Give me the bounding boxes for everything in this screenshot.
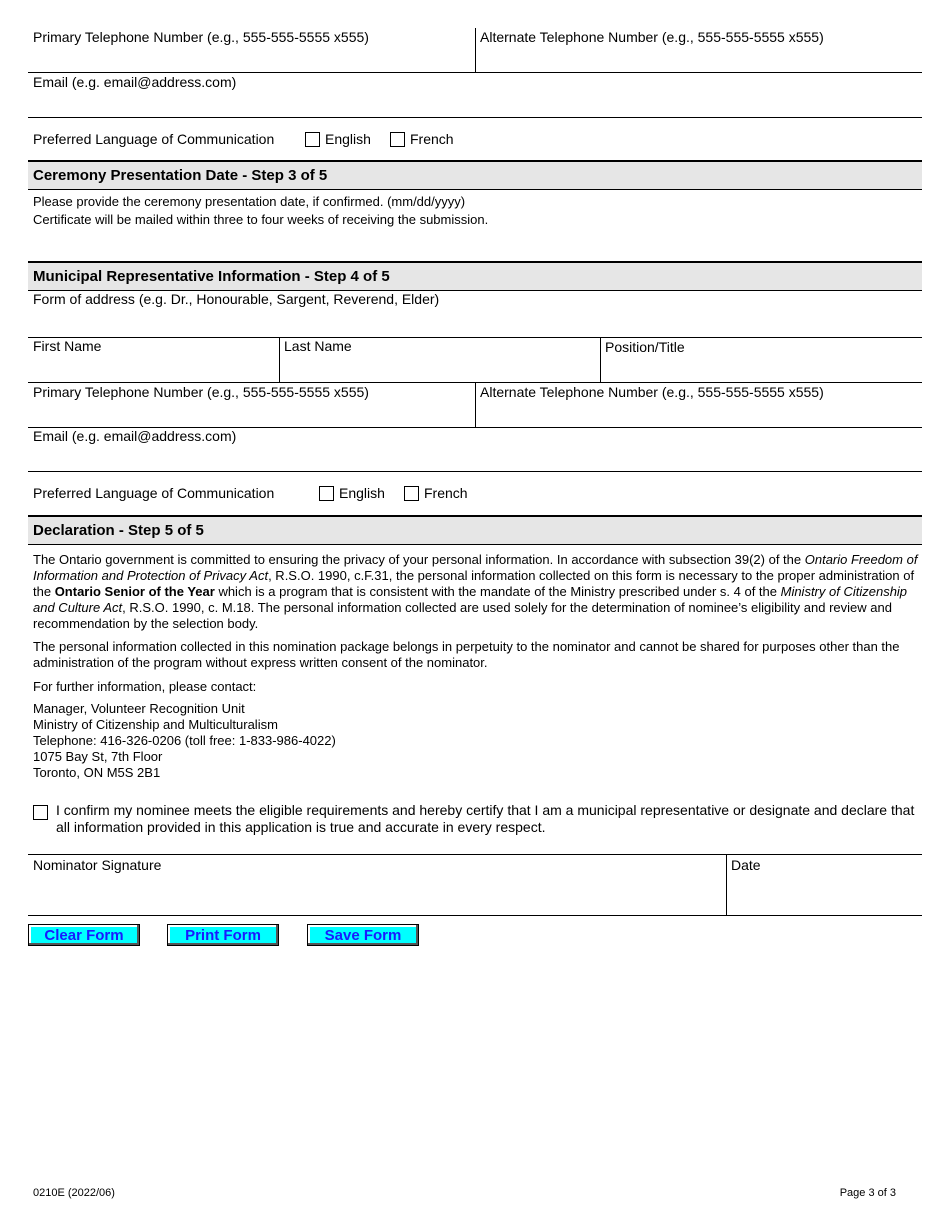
field-divider (279, 337, 280, 382)
privacy-text-4: , R.S.O. 1990, c. M.18. The personal information collected are used solely for the determination of nominee’s eligibility and review and recommendation by the selection body. (33, 600, 892, 631)
position-title-label: Position/Title (605, 339, 685, 355)
rep-language-label: Preferred Language of Communication (33, 485, 275, 501)
divider (28, 337, 922, 338)
rep-english-label: English (339, 485, 385, 501)
rep-french-label: French (424, 485, 468, 501)
contact-line: Toronto, ON M5S 2B1 (33, 765, 161, 780)
form-of-address-label: Form of address (e.g. Dr., Honourable, Sargent, Reverend, Elder) (33, 291, 440, 307)
contact-intro: For further information, please contact: (33, 679, 257, 694)
contact-line: Manager, Volunteer Recognition Unit (33, 701, 245, 716)
signature-label: Nominator Signature (33, 857, 162, 873)
first-name-input[interactable] (30, 357, 279, 381)
form-of-address-input[interactable] (30, 310, 919, 336)
privacy-text-3: which is a program that is consistent with the mandate of the Ministry prescribed under s. 4 of the (214, 584, 781, 599)
step4-heading: Municipal Representative Information - Step 4 of 5 (28, 261, 922, 291)
step3-heading: Ceremony Presentation Date - Step 3 of 5 (28, 160, 922, 190)
contact-line: 1075 Bay St, 7th Floor (33, 749, 163, 764)
step3-instruction: Please provide the ceremony presentation date, if confirmed. (mm/dd/yyyy) (33, 194, 466, 209)
primary-phone-input[interactable] (30, 48, 474, 72)
contact-line: Telephone: 416-326-0206 (toll free: 1-833-986-4022) (33, 733, 336, 748)
field-divider (475, 28, 476, 72)
english-label: English (325, 131, 371, 147)
rep-email-label: Email (e.g. email@address.com) (33, 428, 237, 444)
language-label: Preferred Language of Communication (33, 131, 275, 147)
date-label: Date (731, 857, 761, 873)
divider (28, 72, 922, 73)
rep-primary-phone-input[interactable] (30, 403, 474, 427)
form-code: 0210E (2022/06) (33, 1187, 115, 1199)
french-checkbox[interactable] (390, 132, 405, 147)
step3-note: Certificate will be mailed within three to four weeks of receiving the submission. (33, 212, 489, 227)
last-name-label: Last Name (284, 338, 352, 354)
privacy-paragraph (33, 552, 919, 632)
step5-heading: Declaration - Step 5 of 5 (28, 515, 922, 545)
divider (28, 471, 922, 472)
page-number: Page 3 of 3 (839, 1187, 896, 1199)
rep-email-input[interactable] (30, 447, 919, 471)
contact-line: Ministry of Citizenship and Multiculturalism (33, 717, 278, 732)
alternate-phone-input[interactable] (478, 48, 922, 72)
last-name-input[interactable] (282, 357, 601, 381)
clear-form-button[interactable]: Clear Form (28, 924, 140, 946)
contact-address (33, 701, 919, 781)
french-label: French (410, 131, 454, 147)
field-divider (600, 337, 601, 382)
alternate-phone-label: Alternate Telephone Number (e.g., 555-555-5555 x555) (480, 29, 824, 45)
position-title-input[interactable] (603, 357, 922, 381)
rep-alternate-phone-label: Alternate Telephone Number (e.g., 555-555-5555 x555) (480, 384, 824, 400)
field-divider (726, 854, 727, 916)
confirm-checkbox[interactable] (33, 805, 48, 820)
divider (28, 117, 922, 118)
primary-phone-label: Primary Telephone Number (e.g., 555-555-5555 x555) (33, 29, 369, 45)
privacy-text-1: The Ontario government is committed to ensuring the privacy of your personal information. In accordance with subsection 39(2) of the (33, 552, 805, 567)
english-checkbox[interactable] (305, 132, 320, 147)
divider (28, 854, 922, 855)
act-title-1: Ontario Freedom of Information and Protection of Privacy Act (33, 552, 918, 583)
date-input[interactable] (729, 877, 923, 913)
rep-french-checkbox[interactable] (404, 486, 419, 501)
rep-alternate-phone-input[interactable] (478, 403, 922, 427)
privacy-text-2: , R.S.O. 1990, c.F.31, the personal information collected on this form is necessary to the proper administration of the (33, 568, 915, 599)
first-name-label: First Name (33, 338, 102, 354)
program-name: Ontario Senior of the Year (54, 584, 215, 599)
rep-primary-phone-label: Primary Telephone Number (e.g., 555-555-5555 x555) (33, 384, 369, 400)
signature-input[interactable] (30, 877, 724, 913)
rep-english-checkbox[interactable] (319, 486, 334, 501)
field-divider (475, 382, 476, 427)
divider (28, 915, 922, 916)
act-title-2: Ministry of Citizenship and Culture Act (33, 584, 908, 615)
ownership-paragraph: The personal information collected in this nomination package belongs in perpetuity to the nominator and cannot be shared for purposes other than the administration of the program without express written consent of the nominator. (33, 639, 900, 670)
ceremony-date-input[interactable] (30, 230, 919, 258)
email-label: Email (e.g. email@address.com) (33, 74, 237, 90)
save-form-button[interactable]: Save Form (307, 924, 419, 946)
confirm-statement: I confirm my nominee meets the eligible requirements and hereby certify that I am a municipal representative or designate and declare that all information provided in this application is true and accurate in every respect. (56, 802, 915, 835)
email-input[interactable] (30, 93, 919, 117)
print-form-button[interactable]: Print Form (167, 924, 279, 946)
